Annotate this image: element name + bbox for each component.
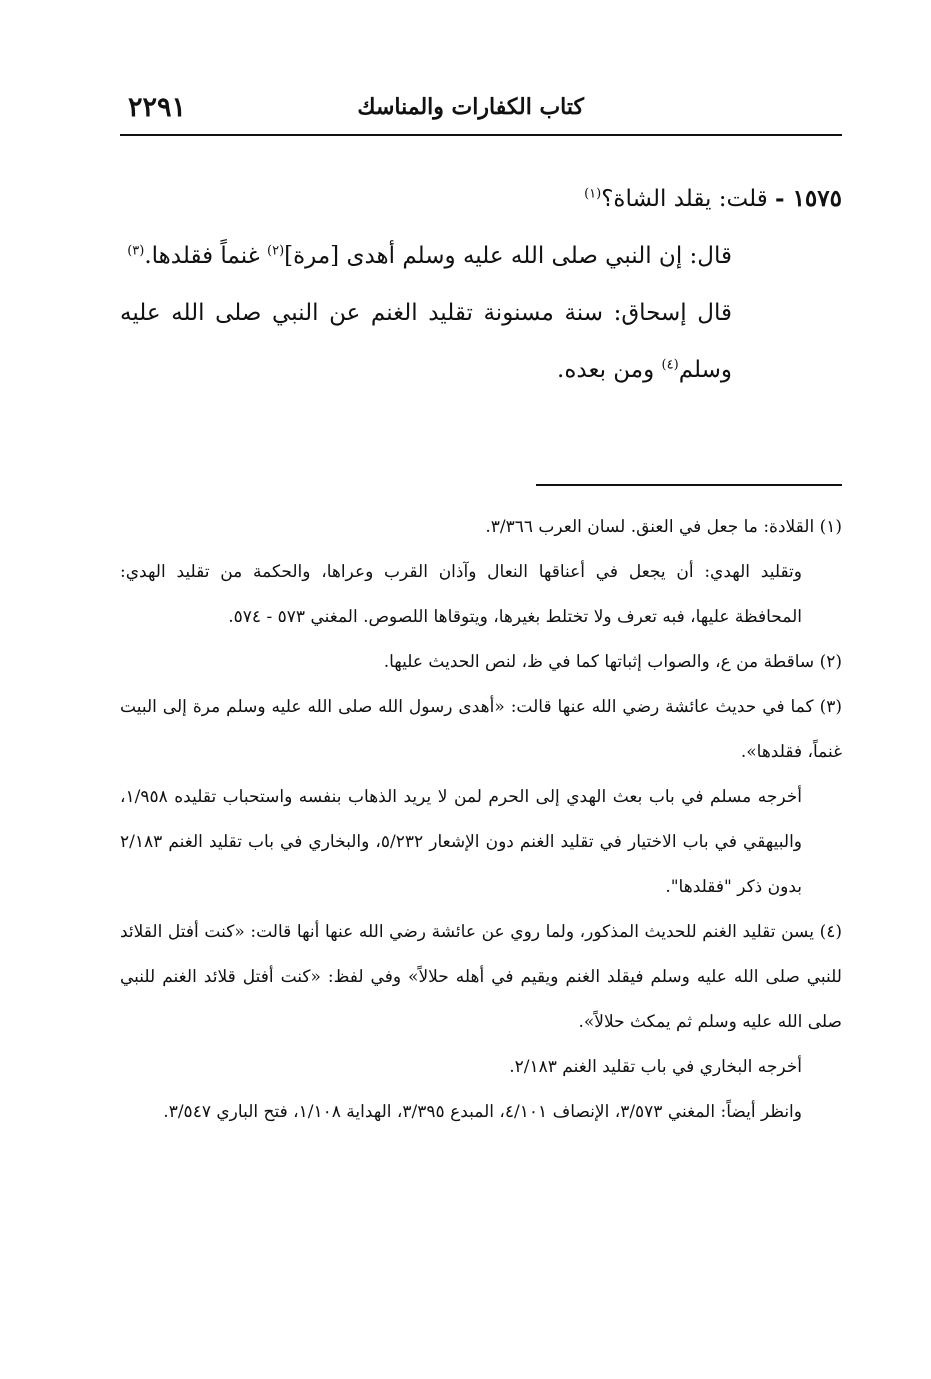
footnotes bbox=[120, 505, 842, 1135]
page-header bbox=[120, 92, 842, 136]
answer-ishaq-text: قال إسحاق: سنة مسنونة تقليد الغنم عن النبي صلى الله عليه وسلم bbox=[120, 300, 732, 383]
footnote-4-source: أخرجه البخاري في باب تقليد الغنم ٢/١٨٣. bbox=[509, 1057, 802, 1077]
answer-ahmad bbox=[120, 228, 842, 285]
header-divider bbox=[120, 134, 842, 136]
footnote-3-continuation: أخرجه مسلم في باب بعث الهدي إلى الحرم لمن لا يريد الذهاب بنفسه واستحباب تقليده ١/٩٥٨، والبيهقي في باب الاختيار في تقليد الغنم دون الإشعار ٥/٢٣٢، والبخاري في باب تقليد الغنم ٢/١٨٣ بدون ذكر "فقلدها". bbox=[120, 787, 802, 897]
running-title: كتاب الكفارات والمناسك bbox=[357, 94, 584, 120]
question-text: قلت: يقلد الشاة؟ bbox=[601, 186, 768, 212]
footnote-ref-2: (٢) bbox=[267, 243, 285, 259]
main-text bbox=[120, 170, 842, 399]
footnote-ref-1: (١) bbox=[584, 186, 602, 202]
answer-ahmad-text-end: غنماً فقلدها. bbox=[144, 243, 267, 269]
footnote-ref-3: (٣) bbox=[127, 243, 145, 259]
answer-ishaq bbox=[120, 285, 842, 399]
footnote-1: (١) القلادة: ما جعل في العنق. لسان العرب ٣/٣٦٦. bbox=[485, 517, 842, 537]
footnote-2: (٢) ساقطة من ع، والصواب إثباتها كما في ظ، لنص الحديث عليها. bbox=[383, 652, 842, 672]
answer-ishaq-text-end: ومن بعده. bbox=[557, 357, 662, 383]
footnote-4: (٤) يسن تقليد الغنم للحديث المذكور، ولما روي عن عائشة رضي الله عنها أنها قالت: «كنت أفتل القلائد للنبي صلى الله عليه وسلم فيقلد الغنم ويقيم في أهله حلالاً» وفي لفظ: «كنت أفتل قلائد الغنم للنبي صلى الله عليه وسلم ثم يمكث حلالاً». bbox=[120, 922, 842, 1032]
footnote-ref-4: (٤) bbox=[661, 357, 679, 373]
entry-number: ١٥٧٥ - bbox=[775, 185, 842, 212]
footnote-3: (٣) كما في حديث عائشة رضي الله عنها قالت: «أهدى رسول الله صلى الله عليه وسلم مرة إلى البيت غنماً، فقلدها». bbox=[120, 697, 842, 762]
footnote-divider bbox=[536, 484, 842, 486]
page-number: ٢٢٩١ bbox=[128, 92, 187, 123]
footnote-1-continuation: وتقليد الهدي: أن يجعل في أعناقها النعال وآذان القرب وعراها، والحكمة من تقليد الهدي: المحافظة عليها، فبه تعرف ولا تختلط بغيرها، ويتوقاها اللصوص. المغني ٥٧٣ - ٥٧٤. bbox=[120, 562, 802, 627]
footnote-4-see-also: وانظر أيضاً: المغني ٣/٥٧٣، الإنصاف ٤/١٠١، المبدع ٣/٣٩٥، الهداية ١/١٠٨، فتح الباري ٣/٥٤٧. bbox=[163, 1102, 802, 1122]
answer-ahmad-text: قال: إن النبي صلى الله عليه وسلم أهدى [مرة] bbox=[284, 243, 732, 269]
entry-question bbox=[120, 170, 842, 228]
